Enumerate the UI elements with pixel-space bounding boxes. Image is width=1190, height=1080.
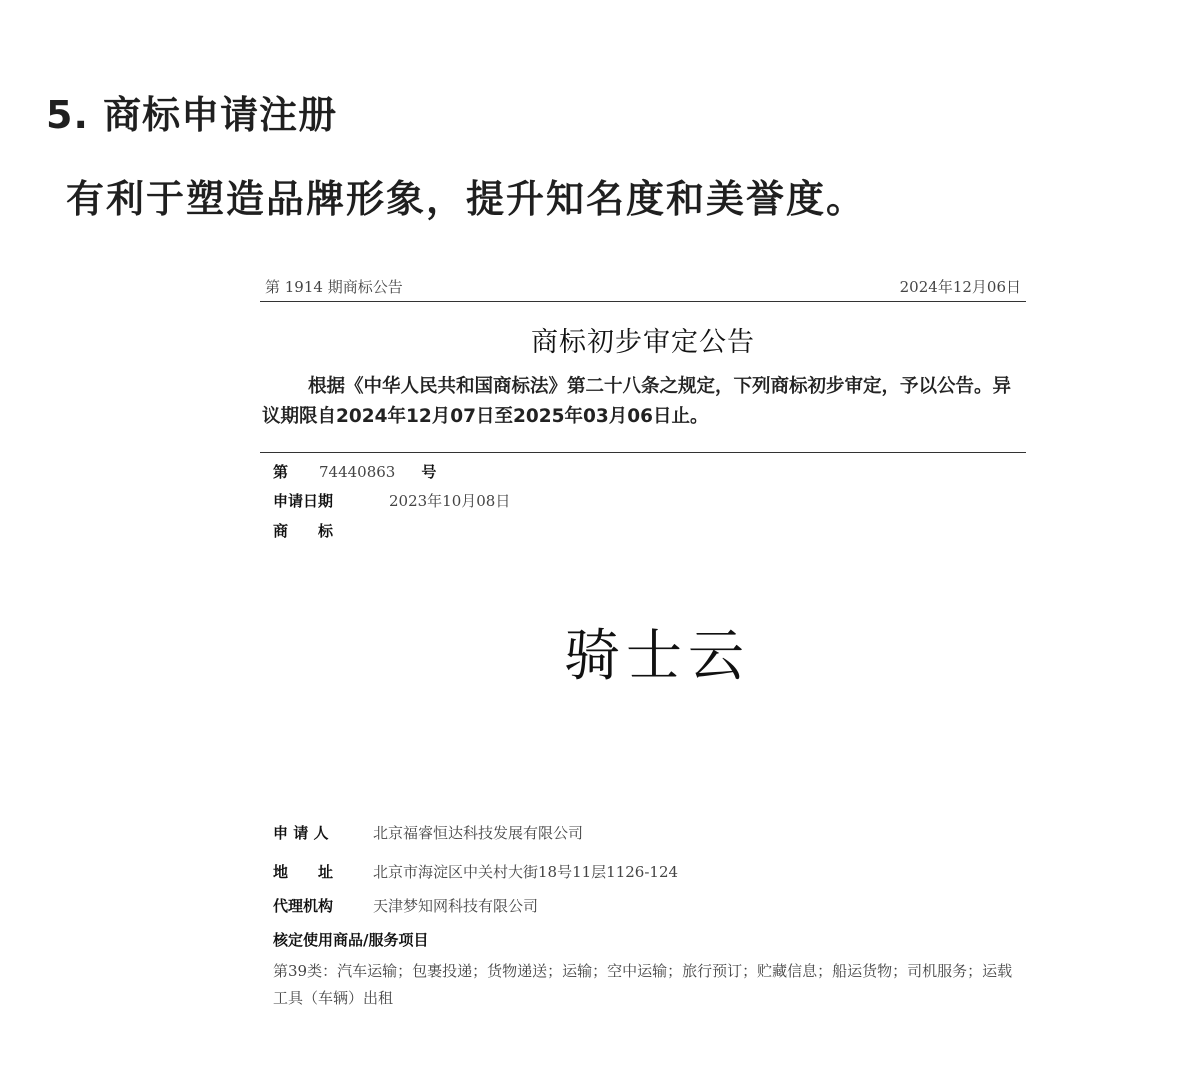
trademark-label-1: 商 <box>273 522 289 540</box>
services-label: 核定使用商品/服务项目 <box>273 931 429 949</box>
trademark-notice-document <box>260 270 1026 1030</box>
publication-date: 2024年12月06日 <box>899 278 1021 296</box>
agent-label: 代理机构 <box>273 897 334 915</box>
agent-value: 天津梦知网科技有限公司 <box>373 897 539 915</box>
section-subtitle: 有利于塑造品牌形象，提升知名度和美誉度。 <box>66 177 867 221</box>
trademark-wordmark: 骑士云 <box>564 624 750 689</box>
registration-number-row <box>273 461 436 482</box>
services-label-row <box>273 929 428 950</box>
application-date-row <box>273 490 510 511</box>
trademark-label-row <box>273 520 333 541</box>
header-divider <box>260 301 1026 302</box>
services-value: 第39类：汽车运输；包裹投递；货物递送；运输；空中运输；旅行预订；贮藏信息；船运货物；司机服务；运载工具（车辆）出租 <box>273 962 1013 1007</box>
application-date-label: 申请日期 <box>273 492 334 510</box>
application-date-value: 2023年10月08日 <box>389 492 511 510</box>
number-suffix: 号 <box>421 463 437 481</box>
address-label: 地 址 <box>273 863 334 881</box>
applicant-row <box>273 822 583 843</box>
number-value: 74440863 <box>319 463 396 481</box>
notice-title: 商标初步审定公告 <box>531 327 755 358</box>
trademark-label-2: 标 <box>318 522 334 540</box>
address-row <box>273 861 678 882</box>
notice-header <box>265 276 1021 300</box>
address-value: 北京市海淀区中关村大街18号11层1126-124 <box>373 863 679 881</box>
section-title: 5. 商标申请注册 <box>46 93 338 137</box>
number-label: 第 <box>273 463 289 481</box>
applicant-label: 申 请 人 <box>273 824 329 842</box>
agent-row <box>273 895 538 916</box>
notice-paragraph: 根据《中华人民共和国商标法》第二十八条之规定，下列商标初步审定，予以公告。异议期限自2024年12月07日至2025年03月06日止。 <box>262 376 1012 427</box>
applicant-value: 北京福睿恒达科技发展有限公司 <box>373 824 584 842</box>
body-divider <box>260 452 1026 453</box>
issue-number: 第 1914 期商标公告 <box>265 278 403 296</box>
